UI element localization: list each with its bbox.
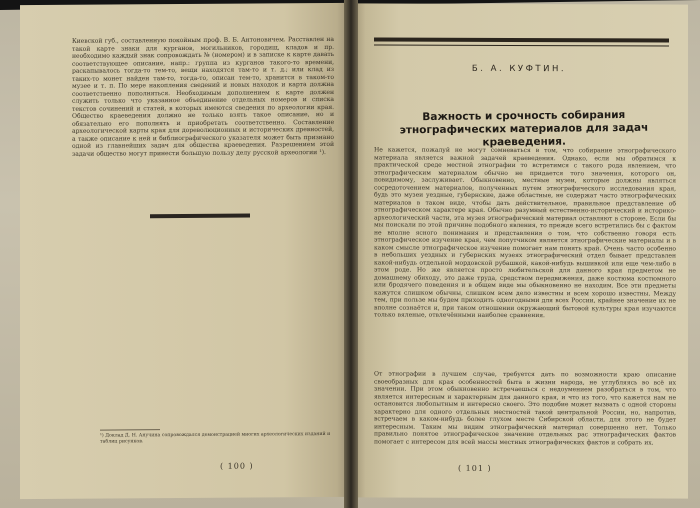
article-author: Б. А. КУФТИН.: [471, 63, 567, 75]
header-rule-thin: [374, 44, 669, 46]
left-page-text: Киевской губ., составленную покойным проф. В. Б. Антоновичем. Расставлен на такой карте знаки для курганов, могильников, городищ, кладов и пр. необходимо каждый знак сопровождать № (номером) и в записке к карте давать соответствующее описание, напр.: группа из курганов такого-то времени, раскапывалось тогда-то тем-то, вещи находятся там-то и т. д.; или клад из таких-то монет найден там-то, тогда-то, описан тем-то, хранится в таком-то музее и т. п. По мере накопления сведений и новых находок и карта должна соответственно пополняться. Необходимым дополнением к карте должен служить только что указанное объединение отдельных номеров и списка текстов сочинений и статей, в которых имеются сведения по археологии края. Общество краеведения должно не только взять такое описание, но и обязательно его пополнять и приобретать соответственно. Составление археологической карты края для дореволюционных и исторических древностей, а также описание к ней и библиографического указателя может быть признано одной из главнейших задач для общества краеведения. Разрешением этой задачи общество могут принести большую пользу делу русской археологии ¹).: [72, 35, 334, 158]
left-page: [20, 3, 350, 499]
header-rule-thick: [374, 37, 669, 42]
footnote: ¹) Доклад Д. Н. Анучина сопровождался демонстрацией многих археологических изданий и таблиц рисунков.: [100, 431, 331, 445]
article-body-paragraph-2: От этнографии в лучшем случае, требуется дать по возможности краю описание своеобразных для края особенностей быта в жизни народа, не углубляясь во всё их значении. При этом обыкновенно встречаешься с недоумением разобраться в том, что является интересным и характерным для данного края, и что из того, что кажется нам не остановится любопытным и интересно своего. Это подобие может вызвать с одной стороны характерно для одного отдельных местностей такой центральной России, но, напротив, встречаем в каком-нибудь более глухом месте Сибирской области, для этого не будет интересным. Таким мы видим этнографический материал совершенно нет. Только правильно понятое этнографическое значение отдельных рас этнографических фактов помогает с интересом для всей массы местных этнографических фактов и собрать их.: [374, 370, 676, 446]
article-body-paragraph-1: Не кажется, пожалуй не могут сомневаться в том, что собирание этнографического материала является важной задачей краеведения. Однако, если мы обратимся к практической среде местной этнографии то встретимся с такого рода явлением, что этнографическим материалом обычно не придается того значения, которого он, повидимому, заслуживает. Обыкновенно, местные музеи, которые должны являться сосредоточением материалов, полученных путем этнографического исследования края, будь это музеи уездные, губернские, даже областные, не содержат часто этнографических материалов в таком виде, чтобы дать действительное, правильное представление об этнографическом характере края. Обычно разумный естественно-исторический и историко-археологический части, эта музея этнографический материал оставляют в стороне. Если бы мы поискали по этой причине подобного явления, то прежде всего встретились бы с фактом не вполне ясного понимания и представления о том, что собственно говоря есть этнографическое изучение края, чем попутчиком является этнографические материалы и в каком смысле этнографическое изучение помогает нам понять край. Очень часто особенно в небольших уездных и губернских музеях этнографический отдел бывает представлен какой-нибудь отдельной мордовской рубашкой, какой-нибудь вышивкой или еще чем-либо в этом роде. Но же является просто любительской для данного края предметом не домашнему обиходу, это даже труда, средством передвижения, даже костюма костюмного или бродячего поведения и в общем виде мы обыкновенно не находим. Все эти предметы кажутся слишком обычны, слишком всем дело известны и всем хорошо известны. Между тем, при пользе мы будем приходить одногодными для всех России, крайнее значение их не вполне сознаётся и, при таком отношении окружающий бытовой культуры края изучаются только вяленые, отвлечёнными наиболее сравнения.: [374, 146, 676, 320]
page-number-left: ( 100 ): [220, 461, 254, 471]
footnote-rule: [100, 429, 160, 430]
right-page: [352, 3, 688, 498]
section-divider: [150, 214, 250, 219]
page-number-right: ( 101 ): [458, 463, 492, 473]
book-gutter: [344, 0, 358, 508]
article-title: Важность и срочность собирания этнографических материалов для задач краеведения.: [399, 108, 649, 149]
